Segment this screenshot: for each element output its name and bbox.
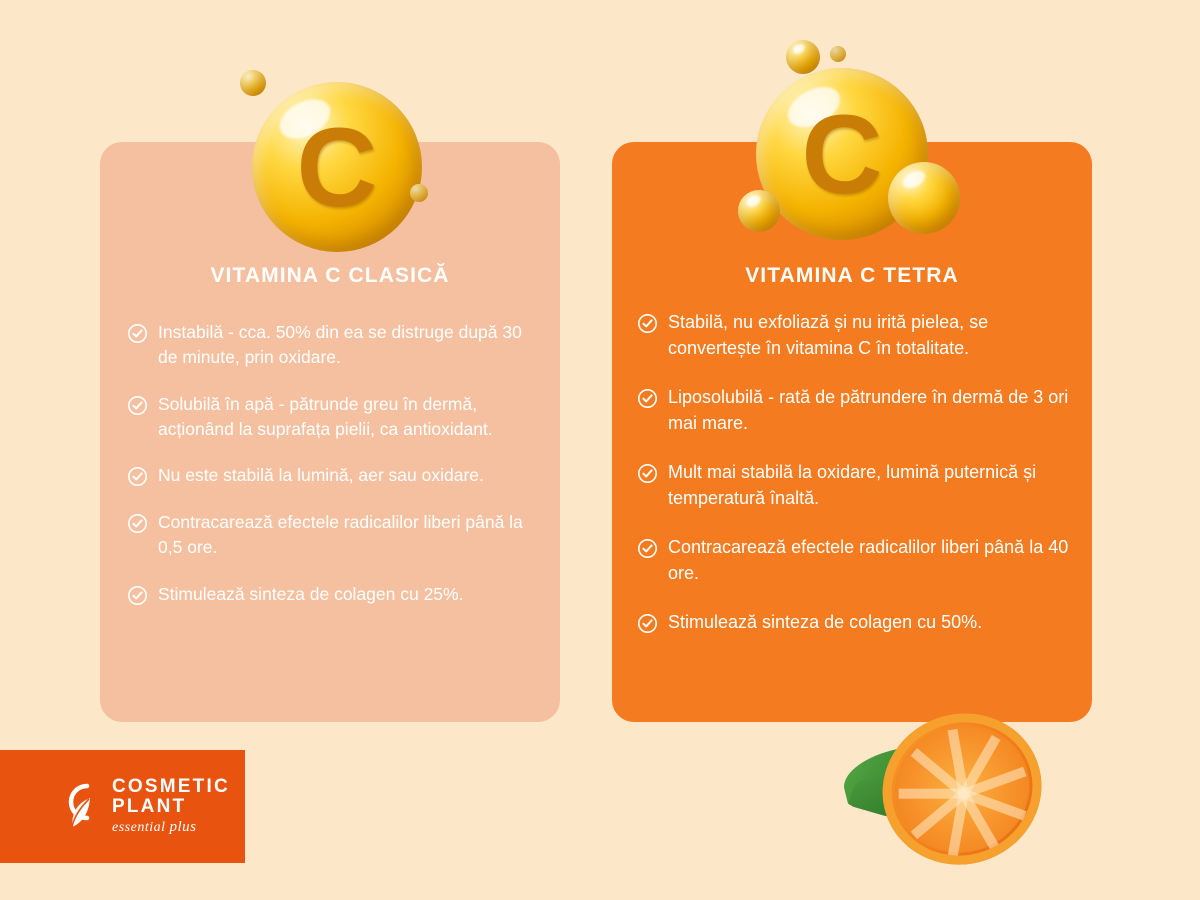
- check-circle-icon: [638, 389, 657, 408]
- orange-fruit: [861, 691, 1063, 887]
- check-circle-icon: [128, 586, 147, 605]
- check-circle-icon: [128, 324, 147, 343]
- droplet-letter: C: [801, 91, 883, 217]
- list-item-text: Solubilă în apă - pătrunde greu în dermă, acționând la suprafața pielii, ca antioxidant.: [158, 393, 493, 439]
- list-item: [638, 385, 1070, 436]
- droplet-bubble-small: [410, 184, 428, 202]
- vitamin-c-droplet-right: [718, 40, 978, 260]
- brand-name-line2: PLANT: [112, 796, 187, 817]
- list-item-text: Nu este stabilă la lumină, aer sau oxidare.: [158, 465, 484, 486]
- list-item-text: Stimulează sinteza de colagen cu 50%.: [668, 612, 983, 633]
- right-card-bullet-list: [638, 310, 1070, 660]
- list-item-text: Stabilă, nu exfoliază și nu irită pielea, se convertește în vitamina C în totalitate.: [668, 312, 989, 358]
- check-circle-icon: [638, 464, 657, 483]
- list-item: [638, 310, 1070, 361]
- list-item: [128, 582, 536, 607]
- list-item: [128, 320, 536, 370]
- check-circle-icon: [128, 514, 147, 533]
- orange-rind: [861, 691, 1063, 887]
- droplet-letter: C: [296, 104, 378, 230]
- list-item: [128, 463, 536, 488]
- left-card-bullet-list: [128, 320, 536, 629]
- list-item-text: Instabilă - cca. 50% din ea se distruge după 30 de minute, prin oxidare.: [158, 322, 522, 367]
- list-item: [128, 392, 536, 442]
- brand-tagline-word: essential: [112, 819, 166, 835]
- list-item-text: Mult mai stabilă la oxidare, lumină puternică și temperatură înaltă.: [668, 462, 1037, 508]
- droplet-highlight: [745, 193, 763, 209]
- droplet-main: [252, 82, 422, 252]
- left-card-title: VITAMINA C CLASICĂ: [210, 264, 450, 287]
- list-item-text: Liposolubilă - rată de pătrundere în dermă de 3 ori mai mare.: [668, 387, 1069, 433]
- brand-tagline-plus: plus: [169, 818, 197, 835]
- check-circle-icon: [128, 396, 147, 415]
- check-circle-icon: [638, 314, 657, 333]
- list-item-text: Contracarează efectele radicalilor liberi până la 40 ore.: [668, 537, 1069, 583]
- check-circle-icon: [638, 539, 657, 558]
- check-circle-icon: [128, 467, 147, 486]
- brand-tagline: [112, 819, 230, 836]
- list-item: [638, 610, 1070, 636]
- leaf-c-logo-icon: [56, 777, 100, 836]
- list-item-text: Contracarează efectele radicalilor liberi până la 0,5 ore.: [158, 512, 523, 558]
- brand-logo: [0, 750, 245, 863]
- droplet-bubble-large: [888, 162, 960, 234]
- brand-logo-text: [112, 777, 230, 836]
- right-card-title: VITAMINA C TETRA: [745, 264, 959, 287]
- vitamin-c-droplet-left: [240, 62, 440, 252]
- droplet-highlight: [792, 43, 806, 56]
- list-item: [638, 535, 1070, 586]
- list-item: [128, 510, 536, 560]
- droplet-bubble-small: [830, 46, 846, 62]
- orange-slice-illustration: [830, 690, 1060, 880]
- droplet-bubble-medium: [738, 190, 780, 232]
- list-item-text: Stimulează sinteza de colagen cu 25%.: [158, 583, 464, 604]
- brand-name-line1: COSMETIC: [112, 776, 230, 798]
- droplet-highlight: [900, 167, 928, 192]
- check-circle-icon: [638, 614, 657, 633]
- list-item: [638, 460, 1070, 511]
